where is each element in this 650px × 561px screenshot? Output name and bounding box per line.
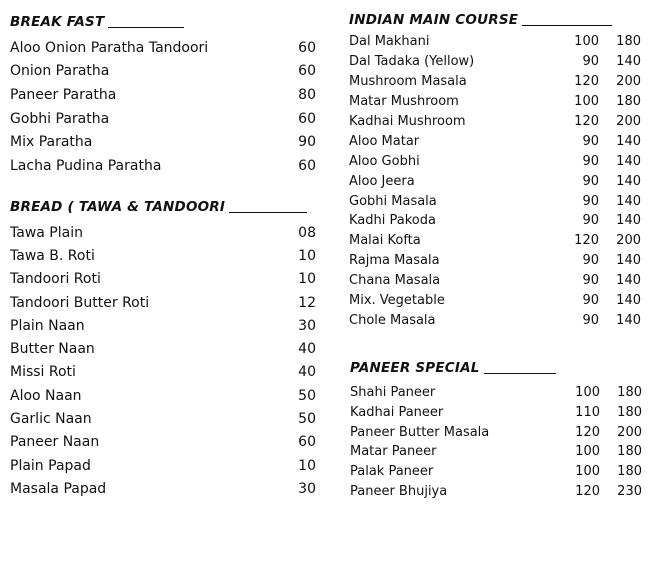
bread-heading xyxy=(10,199,316,215)
menu-item-half-price: 100 xyxy=(574,94,599,110)
menu-item-row xyxy=(10,36,316,60)
menu-item-price: 90 xyxy=(298,134,316,151)
menu-item-row xyxy=(350,442,642,462)
menu-item-full-price: 140 xyxy=(616,273,641,289)
menu-item-name: Gobhi Masala xyxy=(349,193,437,209)
menu-item-row xyxy=(349,310,641,330)
menu-item-price: 60 xyxy=(298,39,316,56)
menu-item-half-price: 120 xyxy=(574,233,599,249)
menu-item-row xyxy=(350,383,642,403)
menu-item-row xyxy=(10,454,316,477)
menu-item-name: Paneer Naan xyxy=(10,434,100,451)
menu-item-name: Matar Mushroom xyxy=(349,94,459,110)
menu-item-name: Aloo Matar xyxy=(349,133,420,149)
menu-item-name: Plain Papad xyxy=(10,457,91,474)
menu-item-row xyxy=(349,112,641,132)
menu-item-half-price: 100 xyxy=(575,464,600,480)
menu-item-row xyxy=(10,407,316,430)
menu-item-row xyxy=(349,131,641,151)
paneer-special-list xyxy=(350,383,642,501)
menu-item-row xyxy=(10,477,316,500)
menu-item-row xyxy=(349,211,641,231)
menu-item-row xyxy=(10,314,316,337)
menu-item-price: 10 xyxy=(298,271,316,288)
main-course-title: INDIAN MAIN COURSE xyxy=(349,12,519,28)
heading-underline xyxy=(229,212,307,213)
menu-item-full-price: 180 xyxy=(617,385,642,401)
menu-item-row xyxy=(10,221,316,244)
main-course-list xyxy=(349,32,641,330)
menu-item-full-price: 140 xyxy=(616,153,641,169)
menu-item-name: Mushroom Masala xyxy=(349,74,467,90)
menu-item-price: 60 xyxy=(298,63,316,80)
menu-item-row xyxy=(350,481,642,501)
menu-item-row xyxy=(10,431,316,454)
menu-item-name: Chole Masala xyxy=(349,312,436,328)
menu-item-price: 40 xyxy=(298,364,316,381)
menu-item-half-price: 100 xyxy=(575,385,600,401)
bread-title: BREAD ( TAWA & TANDOORI xyxy=(10,199,226,215)
menu-item-half-price: 90 xyxy=(582,153,599,169)
bread-section xyxy=(10,199,316,501)
main-course-heading xyxy=(349,12,641,28)
menu-item-full-price: 180 xyxy=(616,94,641,110)
menu-item-name: Butter Naan xyxy=(10,341,95,358)
menu-item-row xyxy=(10,361,316,384)
menu-item-name: Kadhai Mushroom xyxy=(349,114,466,129)
menu-item-full-price: 200 xyxy=(616,114,641,129)
paneer-special-heading xyxy=(350,360,642,376)
menu-item-name: Masala Papad xyxy=(10,480,107,497)
menu-item-row xyxy=(10,83,316,107)
menu-item-half-price: 90 xyxy=(582,133,599,149)
menu-item-half-price: 100 xyxy=(575,444,600,460)
menu-item-row xyxy=(349,231,641,251)
menu-item-half-price: 120 xyxy=(574,114,599,129)
menu-item-row xyxy=(10,107,316,131)
menu-item-full-price: 200 xyxy=(616,74,641,90)
menu-item-name: Gobhi Paratha xyxy=(10,110,110,127)
menu-item-row xyxy=(349,92,641,112)
menu-item-row xyxy=(350,422,642,442)
menu-item-full-price: 200 xyxy=(617,424,642,440)
menu-item-half-price: 90 xyxy=(582,273,599,289)
menu-item-row xyxy=(349,271,641,291)
paneer-special-section xyxy=(350,360,642,501)
menu-item-name: Shahi Paneer xyxy=(350,385,436,401)
menu-item-half-price: 120 xyxy=(575,483,600,499)
menu-item-full-price: 140 xyxy=(616,54,641,70)
menu-item-full-price: 140 xyxy=(616,293,641,309)
menu-item-full-price: 230 xyxy=(617,483,642,499)
menu-item-name: Paneer Bhujiya xyxy=(350,483,448,499)
menu-item-name: Onion Paratha xyxy=(10,63,110,80)
menu-item-name: Paneer Butter Masala xyxy=(350,424,490,440)
menu-item-name: Paneer Paratha xyxy=(10,86,117,103)
menu-item-half-price: 90 xyxy=(582,253,599,269)
menu-item-row xyxy=(349,191,641,211)
heading-underline xyxy=(108,27,184,28)
menu-item-row xyxy=(349,291,641,311)
menu-item-name: Matar Paneer xyxy=(350,444,437,460)
menu-item-full-price: 180 xyxy=(617,405,642,421)
menu-item-price: 08 xyxy=(298,224,316,241)
main-course-section xyxy=(349,12,641,330)
menu-item-name: Dal Makhani xyxy=(349,34,430,50)
menu-item-row xyxy=(349,52,641,72)
menu-item-full-price: 140 xyxy=(616,133,641,149)
menu-item-full-price: 140 xyxy=(616,253,641,269)
menu-item-half-price: 90 xyxy=(582,54,599,70)
menu-item-price: 50 xyxy=(298,411,316,428)
menu-item-name: Malai Kofta xyxy=(349,233,421,249)
menu-item-name: Aloo Naan xyxy=(10,387,82,404)
menu-item-name: Mix. Vegetable xyxy=(349,293,445,309)
menu-item-name: Kadhi Pakoda xyxy=(349,213,436,229)
menu-item-name: Chana Masala xyxy=(349,273,441,289)
heading-underline xyxy=(522,25,612,26)
menu-item-name: Plain Naan xyxy=(10,317,85,334)
menu-item-price: 10 xyxy=(298,247,316,264)
menu-item-name: Tawa Plain xyxy=(10,224,83,241)
menu-item-name: Dal Tadaka (Yellow) xyxy=(349,54,475,70)
menu-item-half-price: 90 xyxy=(582,193,599,209)
menu-item-full-price: 180 xyxy=(616,34,641,50)
menu-item-price: 60 xyxy=(298,110,316,127)
menu-item-name: Tandoori Roti xyxy=(10,271,101,288)
menu-item-name: Lacha Pudina Paratha xyxy=(10,157,162,174)
menu-item-full-price: 140 xyxy=(616,193,641,209)
menu-item-row xyxy=(10,244,316,267)
menu-item-name: Aloo Jeera xyxy=(349,173,415,189)
menu-item-name: Tawa B. Roti xyxy=(10,247,95,264)
menu-item-row xyxy=(10,384,316,407)
menu-item-full-price: 140 xyxy=(616,213,641,229)
menu-item-row xyxy=(349,251,641,271)
menu-item-row xyxy=(10,130,316,154)
menu-item-name: Tandoori Butter Roti xyxy=(10,294,150,311)
menu-item-row xyxy=(349,72,641,92)
menu-item-name: Rajma Masala xyxy=(349,253,440,269)
breakfast-section xyxy=(10,14,316,178)
menu-item-row xyxy=(349,32,641,52)
menu-item-price: 12 xyxy=(298,294,316,311)
menu-item-row xyxy=(10,291,316,314)
menu-item-price: 30 xyxy=(298,317,316,334)
menu-item-half-price: 90 xyxy=(582,213,599,229)
menu-item-price: 40 xyxy=(298,341,316,358)
menu-item-half-price: 120 xyxy=(575,424,600,440)
menu-item-full-price: 180 xyxy=(617,444,642,460)
menu-item-price: 80 xyxy=(298,86,316,103)
menu-item-name: Garlic Naan xyxy=(10,411,92,428)
menu-item-row xyxy=(10,60,316,84)
menu-item-price: 30 xyxy=(298,480,316,497)
menu-item-name: Palak Paneer xyxy=(350,464,434,480)
menu-item-price: 60 xyxy=(298,434,316,451)
bread-list xyxy=(10,221,316,501)
menu-item-half-price: 90 xyxy=(582,312,599,328)
menu-item-half-price: 90 xyxy=(582,293,599,309)
menu-item-half-price: 100 xyxy=(574,34,599,50)
menu-item-row xyxy=(349,151,641,171)
breakfast-title: BREAK FAST xyxy=(10,14,105,30)
menu-item-row xyxy=(349,171,641,191)
menu-item-price: 50 xyxy=(298,387,316,404)
paneer-special-title: PANEER SPECIAL xyxy=(350,360,480,376)
menu-item-row xyxy=(10,268,316,291)
menu-item-row xyxy=(10,337,316,360)
menu-item-price: 60 xyxy=(298,157,316,174)
menu-item-half-price: 110 xyxy=(575,405,600,421)
menu-item-price: 10 xyxy=(298,457,316,474)
menu-item-row xyxy=(350,462,642,482)
menu-item-full-price: 180 xyxy=(617,464,642,480)
menu-item-full-price: 140 xyxy=(616,312,641,328)
menu-item-row xyxy=(350,403,642,423)
menu-item-name: Aloo Onion Paratha Tandoori xyxy=(10,39,209,56)
menu-item-half-price: 90 xyxy=(582,173,599,189)
menu-item-name: Mix Paratha xyxy=(10,134,93,151)
breakfast-list xyxy=(10,36,316,178)
menu-item-full-price: 200 xyxy=(616,233,641,249)
menu-item-name: Aloo Gobhi xyxy=(349,153,420,169)
breakfast-heading xyxy=(10,14,316,30)
menu-item-row xyxy=(10,154,316,178)
menu-item-half-price: 120 xyxy=(574,74,599,90)
menu-item-name: Missi Roti xyxy=(10,364,76,381)
heading-underline xyxy=(484,373,556,374)
menu-item-name: Kadhai Paneer xyxy=(350,405,444,421)
menu-item-full-price: 140 xyxy=(616,173,641,189)
